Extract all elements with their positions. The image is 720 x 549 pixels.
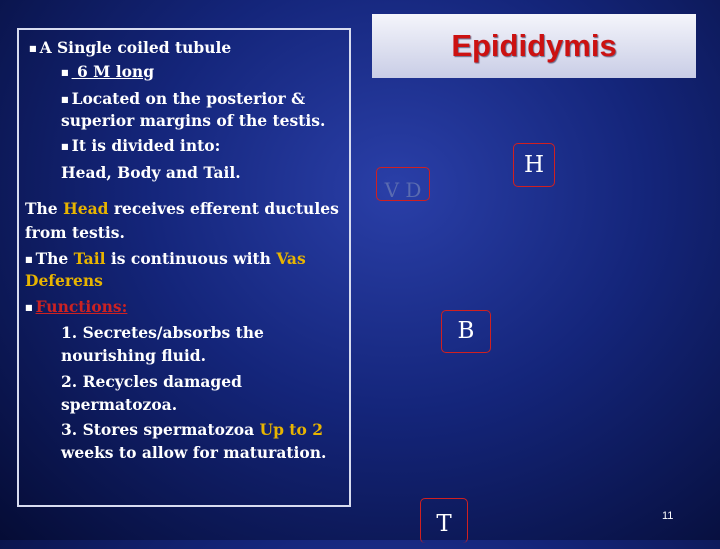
line-function-2: 2. Recycles damaged xyxy=(61,372,242,391)
label-vas-deferens: V D xyxy=(376,167,430,201)
page-title: Epididymis xyxy=(451,28,617,63)
bullet-icon: ■ xyxy=(61,94,69,104)
line-function-3: 3. Stores spermatozoa Up to 2 xyxy=(61,420,323,439)
bullet-icon: ■ xyxy=(61,67,69,77)
line-function-1b: nourishing fluid. xyxy=(61,346,206,365)
line-single-coiled: ■ A Single coiled tubule xyxy=(29,38,232,57)
line-function-2b: spermatozoa. xyxy=(61,395,178,414)
line-tail: ■ The Tail is continuous with Vas xyxy=(25,249,306,268)
line-function-3b: weeks to allow for maturation. xyxy=(61,443,327,462)
text-panel xyxy=(17,28,351,507)
line-functions: ■ Functions: xyxy=(25,297,128,316)
line-margins: superior margins of the testis. xyxy=(61,111,326,130)
bullet-icon: ■ xyxy=(25,254,33,264)
line-head: The Head receives efferent ductules xyxy=(25,199,339,218)
line-length: ■ 6 M long xyxy=(61,62,155,81)
line-located: ■ Located on the posterior & xyxy=(61,89,306,108)
line-from-testis: from testis. xyxy=(25,223,125,242)
label-head: H xyxy=(513,143,555,187)
line-divided: ■ It is divided into: xyxy=(61,136,221,155)
title-banner xyxy=(372,14,696,78)
page-number: 11 xyxy=(662,510,674,522)
line-function-1: 1. Secretes/absorbs the xyxy=(61,323,264,342)
line-deferens: Deferens xyxy=(25,271,103,290)
label-body: B xyxy=(441,310,491,353)
bullet-icon: ■ xyxy=(25,302,33,312)
bullet-icon: ■ xyxy=(61,141,69,151)
line-parts: Head, Body and Tail. xyxy=(61,163,241,182)
label-tail: T xyxy=(420,498,468,543)
bullet-icon: ■ xyxy=(29,43,37,53)
